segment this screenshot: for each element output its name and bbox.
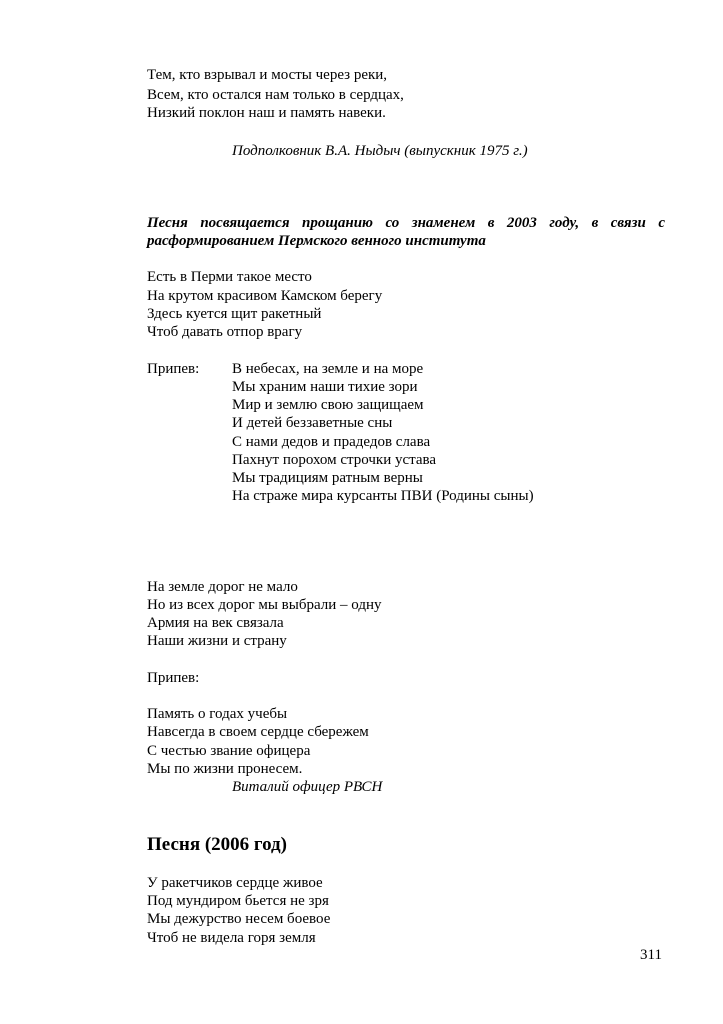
chorus-repeat-label: Припев: [147,670,200,686]
chorus-line-6: Пахнут порохом строчки устава [232,452,437,468]
dedication [147,214,665,250]
song1-verse3-line-2: Навсегда в своем сердце сбережем [147,724,369,740]
song1-verse3-line-4: Мы по жизни пронесем. [147,761,303,777]
chorus-label: Припев: [147,361,200,377]
song1-verse1-line-3: Здесь куется щит ракетный [147,306,322,322]
song1-verse2-line-3: Армия на век связала [147,615,284,631]
song1-verse3-line-3: С честью звание офицера [147,743,311,759]
poem1-line-3: Низкий поклон наш и память навеки. [147,105,386,121]
song2-title: Песня (2006 год) [147,834,287,855]
song2-verse1-line-3: Мы дежурство несем боевое [147,911,331,927]
song1-verse2-line-2: Но из всех дорог мы выбрали – одну [147,597,382,613]
song2-verse1-line-2: Под мундиром бьется не зря [147,893,329,909]
song1-verse1-line-1: Есть в Перми такое место [147,269,312,285]
chorus-line-2: Мы храним наши тихие зори [232,379,418,395]
page-number: 311 [640,947,662,963]
song2-verse1-line-1: У ракетчиков сердце живое [147,875,323,891]
song2-verse1-line-4: Чтоб не видела горя земля [147,930,316,946]
song1-verse3-line-1: Память о годах учебы [147,706,288,722]
poem1-signature: Подполковник В.А. Ныдыч (выпускник 1975 г.) [232,143,528,159]
song1-verse2-line-1: На земле дорог не мало [147,579,298,595]
poem1-line-1: Тем, кто взрывал и мосты через реки, [147,67,388,83]
poem1-line-2: Всем, кто остался нам только в сердцах, [147,87,404,103]
chorus-line-5: С нами дедов и прадедов слава [232,434,431,450]
chorus-line-8: На страже мира курсанты ПВИ (Родины сыны) [232,488,534,504]
dedication-line-1: Песня посвящается прощанию со знаменем в 2003 году, в связи с [147,215,665,231]
chorus-line-3: Мир и землю свою защищаем [232,397,424,413]
chorus-line-4: И детей беззаветные сны [232,415,393,431]
song1-verse1-line-2: На крутом красивом Камском берегу [147,288,383,304]
chorus-line-1: В небесах, на земле и на море [232,361,424,377]
song1-signature: Виталий офицер РВСН [232,779,383,795]
chorus-line-7: Мы традициям ратным верны [232,470,423,486]
song1-verse1-line-4: Чтоб давать отпор врагу [147,324,303,340]
song1-verse2-line-4: Наши жизни и страну [147,633,287,649]
dedication-line-2: расформированием Пермского венного института [147,233,486,249]
